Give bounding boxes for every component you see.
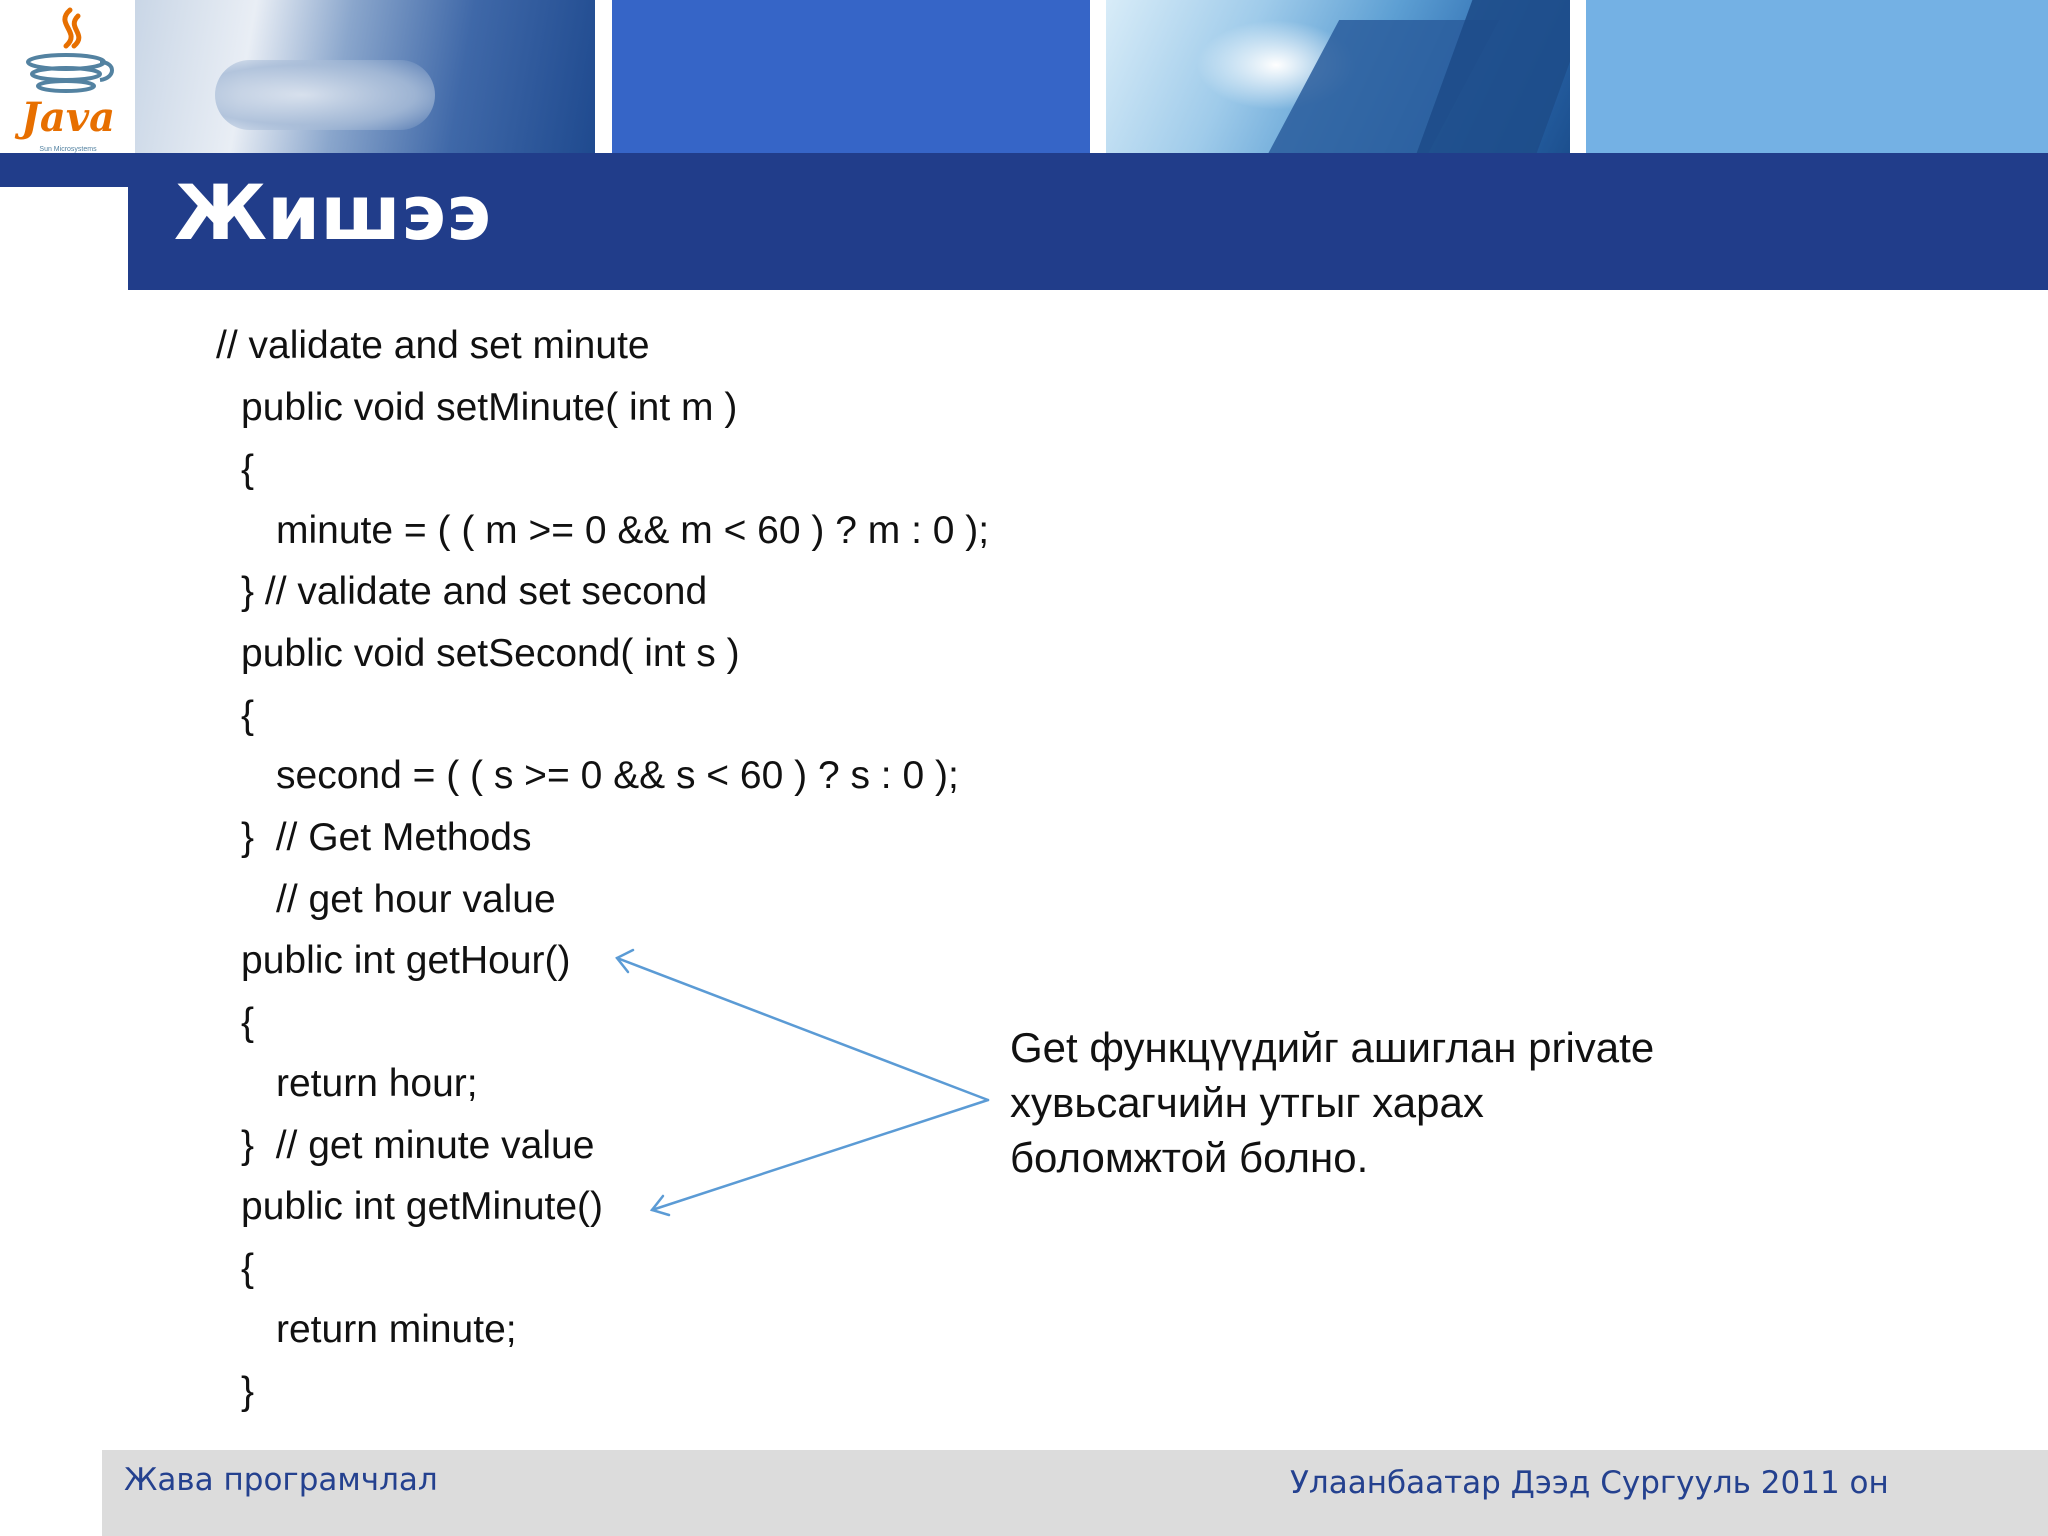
callout-line: хувьсагчийн утгыг харах	[1010, 1079, 1484, 1126]
code-line: // validate and set minute	[216, 324, 650, 367]
code-line: {	[241, 694, 255, 737]
footer-course-title: Жава програмчлал	[124, 1462, 438, 1498]
code-line: public int getHour()	[241, 939, 571, 982]
arrow-to-getminute	[652, 1100, 988, 1210]
code-line: } // validate and set second	[241, 570, 708, 613]
code-line: minute = ( ( m >= 0 && m < 60 ) ? m : 0 );	[276, 509, 990, 552]
arrow-to-gethour	[617, 958, 988, 1100]
code-line: public int getMinute()	[241, 1185, 604, 1228]
code-line: }	[241, 1370, 255, 1413]
footer-institution: Улаанбаатар Дээд Сургууль 2011 он	[1290, 1465, 1889, 1501]
code-line: public void setMinute( int m )	[241, 386, 738, 429]
code-line: return hour;	[276, 1062, 478, 1105]
code-line: second = ( ( s >= 0 && s < 60 ) ? s : 0 );	[276, 754, 959, 797]
callout-line: боломжтой болно.	[1010, 1134, 1369, 1181]
java-logo-sub: Sun Microsystems	[39, 146, 97, 153]
code-line: public void setSecond( int s )	[241, 632, 740, 675]
code-line: } // get minute value	[241, 1124, 595, 1167]
code-line: return minute;	[276, 1308, 517, 1351]
code-line: // get hour value	[276, 878, 556, 921]
callout-text	[1010, 1020, 1790, 1185]
code-line: {	[241, 448, 255, 491]
code-line: } // Get Methods	[241, 816, 532, 859]
java-logo-word: Java	[20, 94, 115, 141]
callout-line: Get функцүүдийг ашиглан private	[1010, 1024, 1655, 1071]
code-line: {	[241, 1001, 255, 1044]
slide-title: Жишээ	[174, 168, 492, 257]
code-line: {	[241, 1247, 255, 1290]
